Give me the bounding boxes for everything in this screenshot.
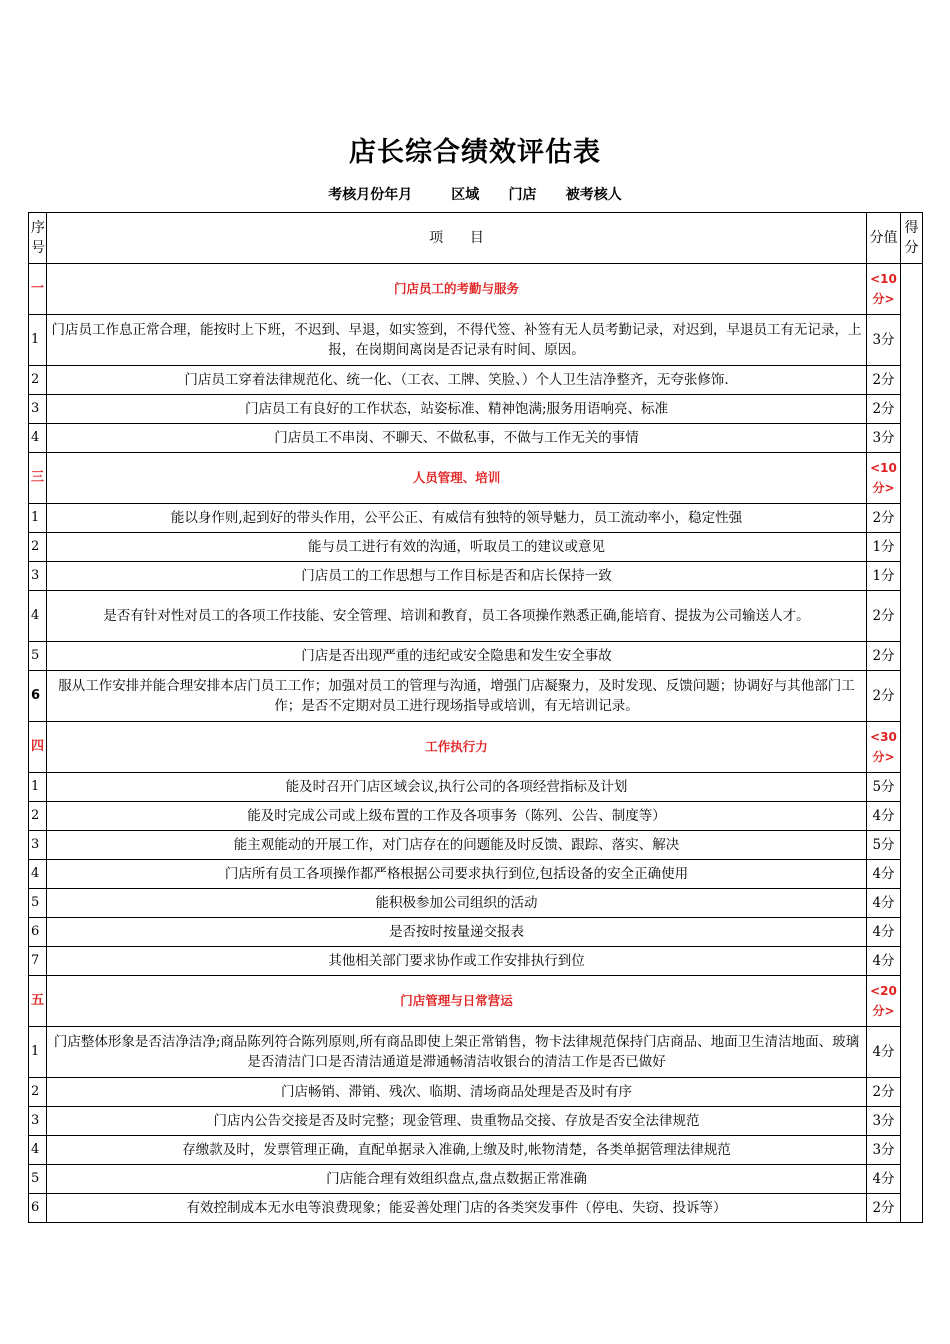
- item-description: 门店整体形象是否洁净洁净;商品陈列符合陈列原则,所有商品即使上架正常销售，物卡法律规范保持门店商品、地面卫生清洁地面、玻璃是否清洁门口是否清洁通道是滞通畅清洁收银台的清洁工作是否已做好: [47, 1027, 867, 1078]
- item-score: 4分: [867, 802, 901, 831]
- item-score: 2分: [867, 642, 901, 671]
- header-score: 分值: [867, 213, 901, 264]
- item-number: 6: [29, 918, 47, 947]
- item-score: 5分: [867, 773, 901, 802]
- item-number: 6: [29, 1194, 47, 1223]
- item-description: 有效控制成本无水电等浪费现象；能妥善处理门店的各类突发事件（停电、失窃、投诉等）: [47, 1194, 867, 1223]
- item-number: 2: [29, 366, 47, 395]
- item-description: 门店员工不串岗、不聊天、不做私事，不做与工作无关的事情: [47, 424, 867, 453]
- item-description: 能及时召开门店区域会议,执行公司的各项经营指标及计划: [47, 773, 867, 802]
- item-description: 门店是否出现严重的违纪或安全隐患和发生安全事故: [47, 642, 867, 671]
- item-number: 3: [29, 562, 47, 591]
- item-description: 能积极参加公司组织的活动: [47, 889, 867, 918]
- item-description: 存缴款及时，发票管理正确，直配单据录入准确,上缴及时,帐物清楚，各类单据管理法律规范: [47, 1136, 867, 1165]
- item-description: 是否按时按量递交报表: [47, 918, 867, 947]
- item-number: 4: [29, 591, 47, 642]
- item-row: [29, 562, 923, 591]
- section-title: 门店员工的考勤与服务: [47, 264, 867, 315]
- item-score: 4分: [867, 889, 901, 918]
- item-description: 门店畅销、滞销、残次、临期、清场商品处理是否及时有序: [47, 1078, 867, 1107]
- item-number: 5: [29, 1165, 47, 1194]
- item-row: [29, 315, 923, 366]
- evaluation-table: [28, 212, 923, 1223]
- item-score: 4分: [867, 918, 901, 947]
- item-score: 3分: [867, 315, 901, 366]
- page-subtitle: 考核月份年月 区域 门店 被考核人: [328, 187, 622, 203]
- item-description: 门店员工作息正常合理，能按时上下班，不迟到、早退，如实签到，不得代签、补签有无人员考勤记录，对迟到，早退员工有无记录，上报，在岗期间离岗是否记录有时间、原因。: [47, 315, 867, 366]
- item-row: [29, 591, 923, 642]
- item-description: 是否有针对性对员工的各项工作技能、安全管理、培训和教育，员工各项操作熟悉正确,能培育、提拔为公司输送人才。: [47, 591, 867, 642]
- item-number: 5: [29, 889, 47, 918]
- item-row: [29, 1165, 923, 1194]
- item-row: [29, 424, 923, 453]
- item-description: 门店员工有良好的工作状态，站姿标准、精神饱满;服务用语响亮、标准: [47, 395, 867, 424]
- item-row: [29, 947, 923, 976]
- item-score: 1分: [867, 533, 901, 562]
- item-number: 2: [29, 802, 47, 831]
- item-score: 2分: [867, 1078, 901, 1107]
- item-description: 门店所有员工各项操作都严格根据公司要求执行到位,包括设备的安全正确使用: [47, 860, 867, 889]
- section-row: [29, 976, 923, 1027]
- item-description: 门店能合理有效组织盘点,盘点数据正常准确: [47, 1165, 867, 1194]
- item-number: 7: [29, 947, 47, 976]
- item-description: 门店内公告交接是否及时完整；现金管理、贵重物品交接、存放是否安全法律规范: [47, 1107, 867, 1136]
- item-row: [29, 918, 923, 947]
- item-score: 2分: [867, 591, 901, 642]
- item-number: 3: [29, 831, 47, 860]
- section-row: [29, 453, 923, 504]
- section-score: <20分>: [867, 976, 901, 1027]
- section-number: 五: [29, 976, 47, 1027]
- item-row: [29, 1027, 923, 1078]
- item-row: [29, 642, 923, 671]
- item-row: [29, 831, 923, 860]
- item-score: 3分: [867, 424, 901, 453]
- item-description: 门店员工的工作思想与工作目标是否和店长保持一致: [47, 562, 867, 591]
- item-score: 4分: [867, 1027, 901, 1078]
- section-title: 人员管理、培训: [47, 453, 867, 504]
- item-row: [29, 1107, 923, 1136]
- item-number: 4: [29, 860, 47, 889]
- item-number: 1: [29, 504, 47, 533]
- item-number: 4: [29, 1136, 47, 1165]
- header-row: [29, 213, 923, 264]
- section-row: [29, 722, 923, 773]
- header-got: 得分: [901, 213, 923, 264]
- item-score: 4分: [867, 1165, 901, 1194]
- item-number: 4: [29, 424, 47, 453]
- item-score: 1分: [867, 562, 901, 591]
- section-row: [29, 264, 923, 315]
- section-number: 一: [29, 264, 47, 315]
- item-row: [29, 889, 923, 918]
- item-number: 2: [29, 1078, 47, 1107]
- item-score: 5分: [867, 831, 901, 860]
- item-score: 2分: [867, 395, 901, 424]
- item-row: [29, 1078, 923, 1107]
- header-item: 项 目: [47, 213, 867, 264]
- item-score: 2分: [867, 671, 901, 722]
- item-number: 5: [29, 642, 47, 671]
- item-description: 能主观能动的开展工作，对门店存在的问题能及时反馈、跟踪、落实、解决: [47, 831, 867, 860]
- item-row: [29, 671, 923, 722]
- section-score: <30分>: [867, 722, 901, 773]
- item-description: 其他相关部门要求协作或工作安排执行到位: [47, 947, 867, 976]
- item-score: 3分: [867, 1107, 901, 1136]
- section-score: <10分>: [867, 264, 901, 315]
- item-row: [29, 860, 923, 889]
- item-score: 2分: [867, 366, 901, 395]
- item-number: 1: [29, 773, 47, 802]
- score-earned-column[interactable]: [901, 264, 923, 1223]
- item-number: 6: [29, 671, 47, 722]
- item-row: [29, 1194, 923, 1223]
- item-score: 4分: [867, 860, 901, 889]
- item-number: 3: [29, 395, 47, 424]
- section-title: 门店管理与日常营运: [47, 976, 867, 1027]
- item-row: [29, 773, 923, 802]
- item-row: [29, 366, 923, 395]
- item-row: [29, 802, 923, 831]
- header-no: 序号: [29, 213, 47, 264]
- section-number: 三: [29, 453, 47, 504]
- section-number: 四: [29, 722, 47, 773]
- item-score: 2分: [867, 1194, 901, 1223]
- item-description: 能与员工进行有效的沟通，听取员工的建议或意见: [47, 533, 867, 562]
- item-number: 2: [29, 533, 47, 562]
- item-row: [29, 504, 923, 533]
- item-description: 门店员工穿着法律规范化、统一化、（工衣、工牌、笑脸、）个人卫生洁净整齐，无夸张修饰.: [47, 366, 867, 395]
- item-row: [29, 395, 923, 424]
- item-row: [29, 1136, 923, 1165]
- item-row: [29, 533, 923, 562]
- item-description: 能以身作则,起到好的带头作用，公平公正、有威信有独特的领导魅力，员工流动率小，稳定性强: [47, 504, 867, 533]
- item-number: 1: [29, 315, 47, 366]
- item-score: 4分: [867, 947, 901, 976]
- item-score: 3分: [867, 1136, 901, 1165]
- item-score: 2分: [867, 504, 901, 533]
- section-title: 工作执行力: [47, 722, 867, 773]
- item-number: 1: [29, 1027, 47, 1078]
- page-title: 店长综合绩效评估表: [349, 137, 601, 168]
- section-score: <10分>: [867, 453, 901, 504]
- item-number: 3: [29, 1107, 47, 1136]
- item-description: 能及时完成公司或上级布置的工作及各项事务（陈列、公告、制度等）: [47, 802, 867, 831]
- item-description: 服从工作安排并能合理安排本店门员工工作；加强对员工的管理与沟通，增强门店凝聚力，及时发现、反馈问题；协调好与其他部门工作；是否不定期对员工进行现场指导或培训，有无培训记录。: [47, 671, 867, 722]
